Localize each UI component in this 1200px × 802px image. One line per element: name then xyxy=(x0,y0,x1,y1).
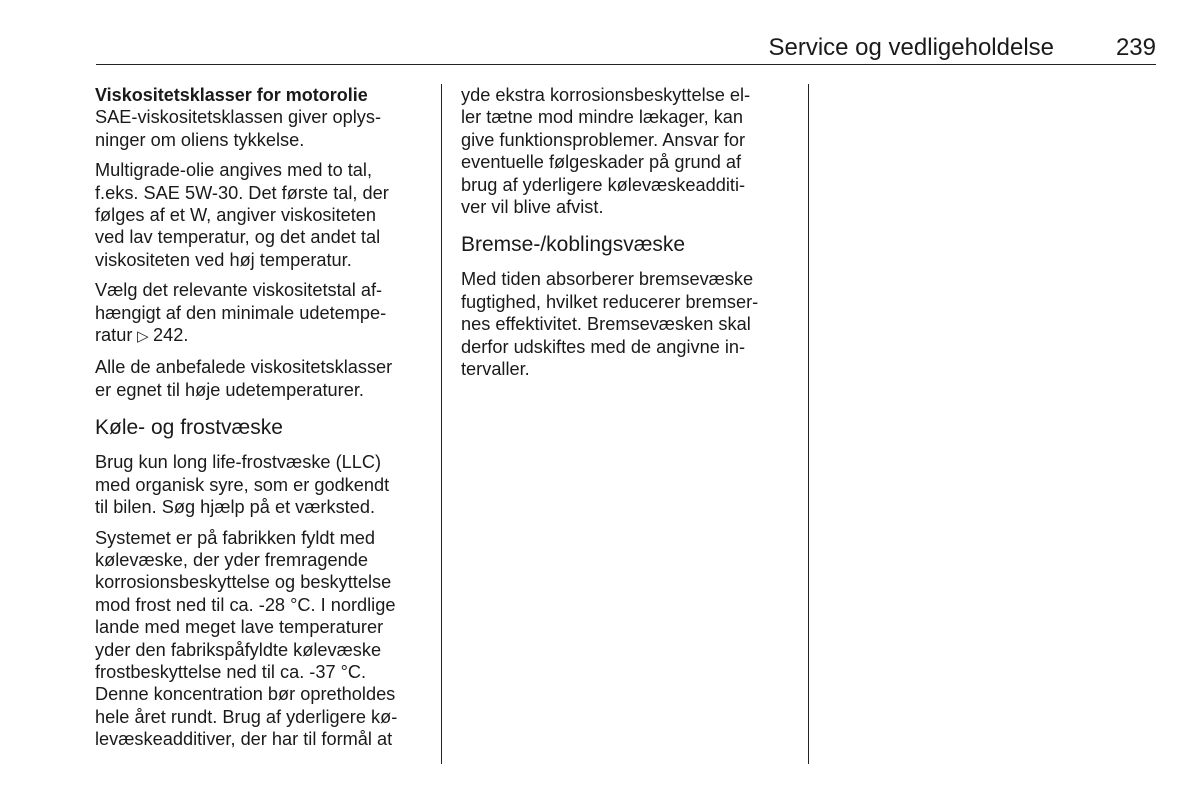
paragraph xyxy=(95,451,433,518)
text-line: mod frost ned til ca. -28 °C. I nordlige xyxy=(95,594,396,615)
text-line: frostbeskyttelse ned til ca. -37 °C. xyxy=(95,661,367,682)
text-line: hele året rundt. Brug af yderligere kø- xyxy=(95,706,398,727)
text-line: kølevæske, der yder fremragende xyxy=(95,549,368,570)
text-line: følges af et W, angiver viskositeten xyxy=(95,205,377,226)
text-line: ninger om oliens tykkelse. xyxy=(95,129,305,150)
text-line: Vælg det relevante viskositetstal af- xyxy=(95,280,383,301)
page-reference[interactable]: 242. xyxy=(153,325,189,346)
text-line: nes effektivitet. Bremsevæsken skal xyxy=(461,314,751,335)
page-number: 239 xyxy=(1115,34,1156,61)
text-line: levæskeadditiver, der har til formål at xyxy=(95,729,393,750)
text-line: eventuelle følgeskader på grund af xyxy=(461,152,742,173)
text-line: viskositeten ved høj temperatur. xyxy=(95,249,352,270)
text-line: Brug kun long life-frostvæske (LLC) xyxy=(95,452,382,473)
text-line: med organisk syre, som er godkendt xyxy=(95,474,390,495)
paragraph xyxy=(461,84,797,218)
text-line: f.eks. SAE 5W-30. Det første tal, der xyxy=(95,182,389,203)
section-title: Service og vedligeholdelse xyxy=(768,34,1054,61)
text-column-1 xyxy=(95,84,433,759)
text-column-2 xyxy=(461,84,797,388)
text-line: Med tiden absorberer bremsevæske xyxy=(461,269,754,290)
text-line: derfor udskiftes med de angivne in- xyxy=(461,336,746,357)
text-line: SAE-viskositetsklassen giver oplys- xyxy=(95,107,382,128)
text-line: Alle de anbefalede viskositetsklasser xyxy=(95,357,393,378)
text-line: ver vil blive afvist. xyxy=(461,197,604,218)
text-line: tervaller. xyxy=(461,359,530,380)
text-line: fugtighed, hvilket reducerer bremser- xyxy=(461,291,759,312)
section-heading-coolant: Køle- og frostvæske xyxy=(95,416,283,440)
text-line: ved lav temperatur, og det andet tal xyxy=(95,227,381,248)
column-divider-right xyxy=(808,84,809,764)
text-line: Systemet er på fabrikken fyldt med xyxy=(95,527,376,548)
paragraph xyxy=(95,527,433,751)
paragraph xyxy=(95,279,433,348)
text-line-with-reference xyxy=(95,324,433,348)
text-fragment: ratur xyxy=(95,325,138,346)
text-line: hængigt af den minimale udetempe- xyxy=(95,302,387,323)
section-heading-brake-fluid: Bremse-/koblingsvæske xyxy=(461,233,686,257)
text-line: yde ekstra korrosionsbeskyttelse el- xyxy=(461,85,751,105)
text-line: Multigrade-olie angives med to tal, xyxy=(95,160,372,181)
text-line: er egnet til høje udetemperaturer. xyxy=(95,379,364,400)
paragraph xyxy=(95,159,433,271)
page-header xyxy=(96,30,1156,65)
cross-reference-arrow-icon: △ xyxy=(135,331,153,344)
text-line: ler tætne mod mindre lækager, kan xyxy=(461,107,744,128)
subheading-viscosity: Viskositetsklasser for motorolie xyxy=(95,85,368,105)
paragraph xyxy=(95,106,433,151)
text-line: korrosionsbeskyttelse og beskyttelse xyxy=(95,572,392,593)
text-line: til bilen. Søg hjælp på et værksted. xyxy=(95,497,376,518)
paragraph xyxy=(95,356,433,401)
paragraph xyxy=(461,268,797,380)
text-line: Denne koncentration bør opretholdes xyxy=(95,684,396,705)
column-divider-left xyxy=(441,84,442,764)
text-line: lande med meget lave temperaturer xyxy=(95,617,384,638)
text-line: yder den fabrikspåfyldte kølevæske xyxy=(95,639,382,660)
text-line: brug af yderligere kølevæskeadditi- xyxy=(461,174,746,195)
text-line: give funktionsproblemer. Ansvar for xyxy=(461,129,746,150)
